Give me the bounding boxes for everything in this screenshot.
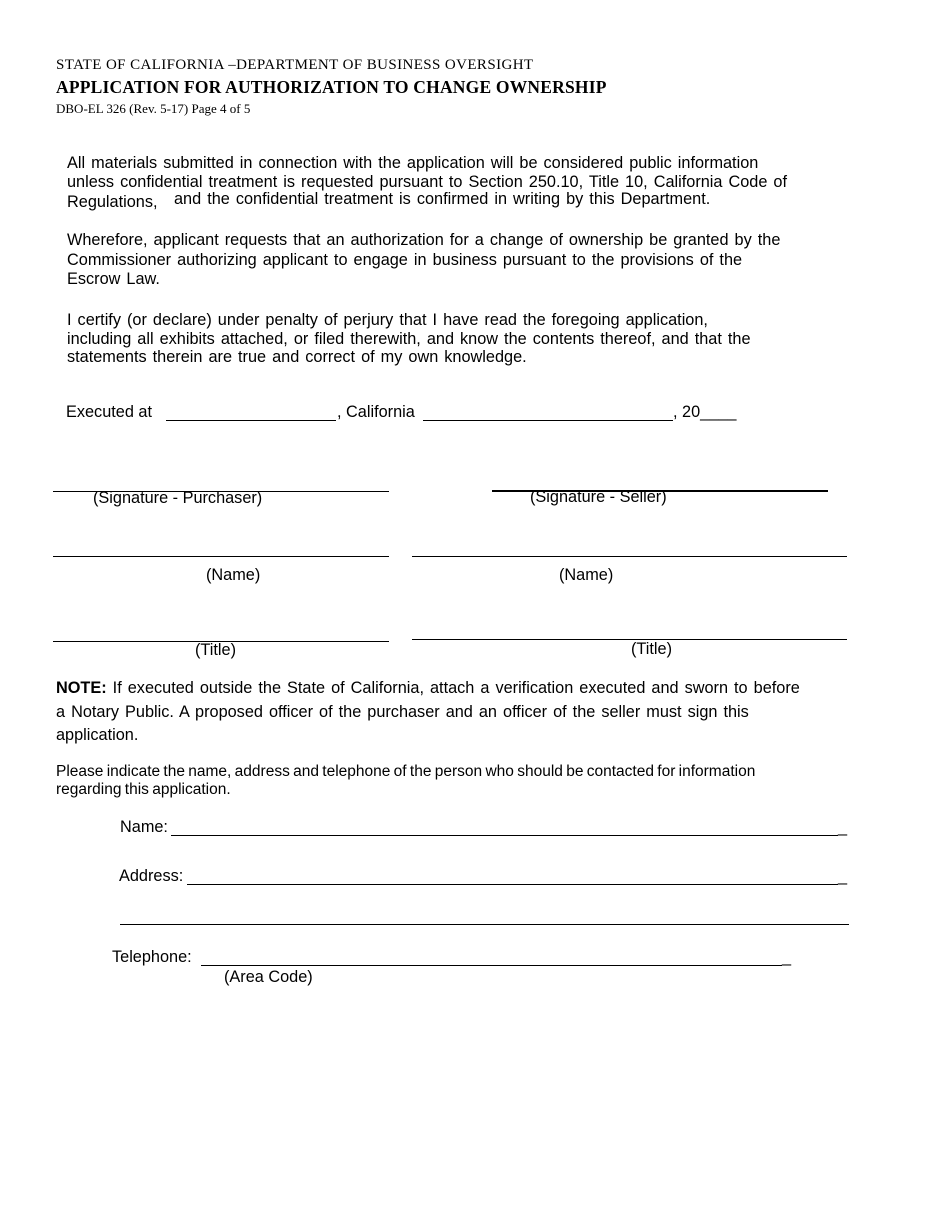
contact-name-field[interactable] (171, 817, 838, 836)
confidentiality-line-1: All materials submitted in connection with the application will be considered public information (67, 154, 759, 172)
contact-name-label: Name: (120, 818, 168, 836)
seller-name-label: (Name) (559, 566, 614, 584)
purchaser-signature-label: (Signature - Purchaser) (93, 489, 263, 507)
contact-line-1: Please indicate the name, address and telephone of the person who should be contacted for information (56, 763, 756, 780)
contact-address-trail: _ (838, 867, 848, 885)
seller-signature-label: (Signature - Seller) (530, 488, 667, 506)
confidentiality-line-3a: Regulations, (67, 193, 158, 211)
form-title: APPLICATION FOR AUTHORIZATION TO CHANGE OWNERSHIP (56, 77, 607, 97)
executed-at-label: Executed at (66, 403, 152, 421)
contact-line-2: regarding this application. (56, 781, 231, 798)
request-line-3: Escrow Law. (67, 270, 160, 288)
confidentiality-paragraph (67, 154, 787, 191)
certification-paragraph (67, 311, 751, 367)
contact-address-field[interactable] (187, 866, 838, 885)
request-line-1: Wherefore, applicant requests that an authorization for a change of ownership be granted by the (67, 231, 781, 249)
note-line-3: application. (56, 726, 139, 744)
note-label: NOTE: (56, 679, 107, 697)
executed-date-field[interactable] (423, 402, 673, 421)
purchaser-name-label: (Name) (206, 566, 261, 584)
contact-telephone-label: Telephone: (112, 948, 192, 966)
seller-name-line[interactable] (412, 535, 847, 557)
executed-year-label: , 20____ (673, 403, 737, 421)
confidentiality-line-2: unless confidential treatment is requested pursuant to Section 250.10, Title 10, California Code of (67, 172, 788, 191)
contact-address-label: Address: (119, 867, 184, 885)
agency-heading: STATE OF CALIFORNIA –DEPARTMENT OF BUSINESS OVERSIGHT (56, 57, 534, 73)
contact-instructions (56, 763, 755, 799)
seller-title-line[interactable] (412, 618, 847, 640)
area-code-label: (Area Code) (224, 968, 313, 986)
note-line-2: a Notary Public. A proposed officer of the purchaser and an officer of the seller must sign this (56, 702, 749, 721)
seller-title-label: (Title) (631, 640, 672, 658)
request-paragraph (67, 231, 780, 290)
form-number: DBO-EL 326 (Rev. 5-17) Page 4 of 5 (56, 101, 251, 116)
contact-telephone-field[interactable] (201, 947, 782, 966)
note-paragraph (56, 677, 800, 748)
certify-line-1: I certify (or declare) under penalty of perjury that I have read the foregoing application, (67, 311, 708, 329)
contact-address-field-2[interactable] (120, 906, 849, 925)
certify-line-3: statements therein are true and correct of my own knowledge. (67, 348, 527, 366)
contact-telephone-trail: _ (782, 948, 792, 966)
certify-line-2: including all exhibits attached, or filed therewith, and know the contents thereof, and that the (67, 329, 751, 348)
request-line-2: Commissioner authorizing applicant to engage in business pursuant to the provisions of the (67, 250, 743, 269)
purchaser-name-line[interactable] (53, 535, 389, 557)
note-line-1: If executed outside the State of California, attach a verification executed and sworn to before (106, 679, 800, 697)
executed-california-label: , California (337, 403, 415, 421)
contact-name-trail: _ (838, 818, 848, 836)
purchaser-title-label: (Title) (195, 641, 236, 659)
confidentiality-line-3b: and the confidential treatment is confirmed in writing by this Department. (174, 190, 711, 208)
executed-location-field[interactable] (166, 402, 336, 421)
purchaser-title-line[interactable] (53, 620, 389, 642)
